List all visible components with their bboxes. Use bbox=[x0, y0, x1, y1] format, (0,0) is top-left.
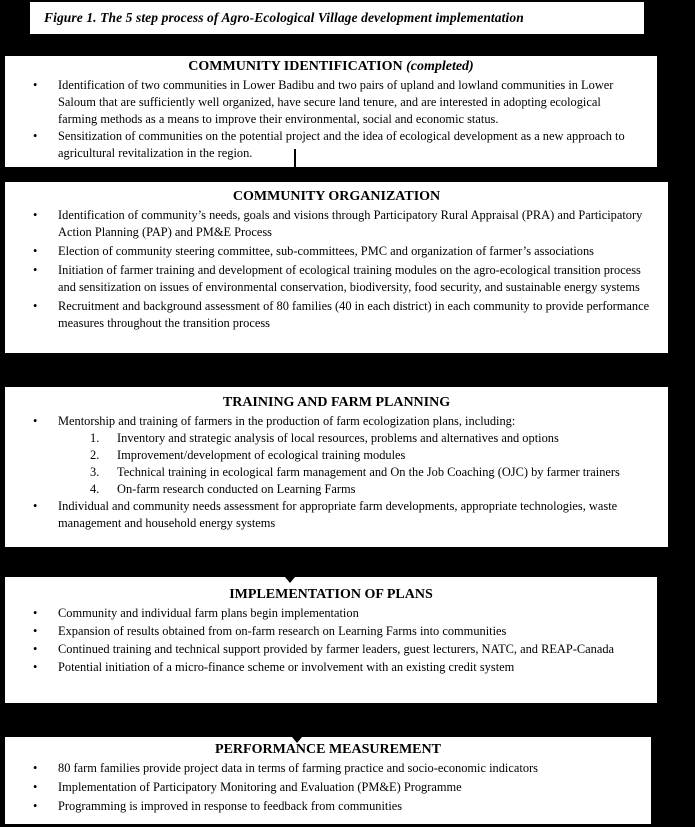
bullet-icon: • bbox=[33, 208, 38, 222]
bullet-icon: • bbox=[33, 414, 38, 428]
bullet-item bbox=[5, 760, 651, 777]
connector-arrow-icon bbox=[285, 577, 295, 583]
bullet-list bbox=[5, 605, 657, 676]
bullet-text: Mentorship and training of farmers in the production of farm ecologization plans, including: bbox=[58, 414, 516, 428]
bullet-item bbox=[5, 128, 657, 162]
bullet-list bbox=[5, 413, 668, 532]
step-heading-suffix: (completed) bbox=[406, 59, 474, 74]
numbered-text: Improvement/development of ecological training modules bbox=[117, 448, 406, 462]
step-heading bbox=[5, 741, 651, 759]
bullet-icon: • bbox=[33, 606, 38, 620]
bullet-text: Implementation of Participatory Monitoring and Evaluation (PM&E) Programme bbox=[58, 780, 462, 794]
bullet-item bbox=[5, 498, 668, 532]
bullet-text: Expansion of results obtained from on-farm research on Learning Farms into communities bbox=[58, 624, 507, 638]
bullet-icon: • bbox=[33, 78, 38, 92]
step-heading bbox=[5, 58, 657, 76]
bullet-text: Individual and community needs assessment for appropriate farm developments, appropriate technologies, waste management and household energy systems bbox=[58, 499, 618, 530]
step-box-community-organization bbox=[5, 182, 668, 353]
step-box-training-and-farm-planning bbox=[5, 387, 668, 547]
step-box-performance-measurement bbox=[5, 737, 651, 824]
bullet-text: Recruitment and background assessment of 80 families (40 in each district) in each community to provide performance measures throughout the transition process bbox=[58, 299, 650, 330]
bullet-text: Potential initiation of a micro-finance scheme or involvement with an existing credit system bbox=[58, 660, 515, 674]
bullet-icon: • bbox=[33, 761, 38, 775]
bullet-icon: • bbox=[33, 263, 38, 277]
bullet-text: Election of community steering committee, sub-committees, PMC and organization of farmer’s associations bbox=[58, 244, 595, 258]
step-heading bbox=[5, 188, 668, 206]
bullet-item bbox=[5, 262, 668, 296]
bullet-icon: • bbox=[33, 624, 38, 638]
bullet-item bbox=[5, 77, 657, 128]
bullet-item bbox=[5, 243, 668, 260]
connector-line bbox=[294, 149, 296, 167]
step-heading bbox=[5, 586, 657, 604]
step-heading-text: TRAINING AND FARM PLANNING bbox=[222, 395, 451, 410]
bullet-icon: • bbox=[33, 129, 38, 143]
step-box-community-identification bbox=[5, 56, 657, 167]
numbered-item bbox=[58, 430, 654, 447]
step-box-implementation-of-plans bbox=[5, 577, 657, 703]
numbered-text: Technical training in ecological farm management and On the Job Coaching (OJC) by farmer trainers bbox=[117, 465, 620, 479]
bullet-text: Initiation of farmer training and development of ecological training modules on the agro-ecological transition process and sensitization on issues of environmental conservation, biodiversity, food security, and sustainable energy systems bbox=[58, 263, 641, 294]
bullet-item bbox=[5, 605, 657, 622]
bullet-icon: • bbox=[33, 799, 38, 813]
bullet-icon: • bbox=[33, 780, 38, 794]
numbered-item bbox=[58, 481, 654, 498]
step-heading-text: COMMUNITY IDENTIFICATION bbox=[188, 59, 403, 74]
numbered-item bbox=[58, 464, 654, 481]
bullet-item bbox=[5, 207, 668, 241]
bullet-text: 80 farm families provide project data in terms of farming practice and socio-economic indicators bbox=[58, 761, 538, 775]
bullet-list bbox=[5, 207, 668, 332]
bullet-list bbox=[5, 760, 651, 815]
bullet-item bbox=[5, 659, 657, 676]
bullet-icon: • bbox=[33, 499, 38, 513]
bullet-text: Sensitization of communities on the potential project and the idea of ecological development as a new approach to agricultural revitalization in the region. bbox=[58, 129, 625, 160]
step-heading-text: IMPLEMENTATION OF PLANS bbox=[229, 587, 433, 602]
bullet-text: Identification of community’s needs, goals and visions through Participatory Rural Appraisal (PRA) and Participatory Action Planning (PAP) and PM&E Process bbox=[58, 208, 643, 239]
figure-title: Figure 1. The 5 step process of Agro-Ecological Village development implementation bbox=[44, 10, 524, 25]
numbered-list bbox=[58, 430, 654, 498]
bullet-icon: • bbox=[33, 244, 38, 258]
bullet-icon: • bbox=[33, 660, 38, 674]
bullet-item bbox=[5, 798, 651, 815]
numbered-text: On-farm research conducted on Learning Farms bbox=[117, 482, 356, 496]
bullet-text: Programming is improved in response to feedback from communities bbox=[58, 799, 403, 813]
bullet-item bbox=[5, 623, 657, 640]
figure-title-box bbox=[30, 2, 644, 34]
step-heading-text: COMMUNITY ORGANIZATION bbox=[232, 189, 441, 204]
connector-arrow-icon bbox=[292, 737, 302, 743]
bullet-icon: • bbox=[33, 642, 38, 656]
bullet-text: Community and individual farm plans begin implementation bbox=[58, 606, 359, 620]
step-heading-text: PERFORMANCE MEASUREMENT bbox=[215, 742, 441, 757]
bullet-item bbox=[5, 298, 668, 332]
bullet-item bbox=[5, 779, 651, 796]
numbered-item bbox=[58, 447, 654, 464]
bullet-text: Identification of two communities in Lower Badibu and two pairs of upland and lowland communities in Lower Saloum that are sufficiently well organized, have secure land tenure, and are interested in adopting ecological farming methods as a means to improve their environmental, social and economic status. bbox=[58, 78, 614, 126]
bullet-item bbox=[5, 413, 668, 498]
bullet-text: Continued training and technical support provided by farmer leaders, guest lecturers, NATC, and REAP-Canada bbox=[58, 642, 615, 656]
numbered-text: Inventory and strategic analysis of local resources, problems and alternatives and options bbox=[117, 431, 559, 445]
step-heading bbox=[5, 394, 668, 412]
bullet-item bbox=[5, 641, 657, 658]
bullet-list bbox=[5, 77, 657, 162]
bullet-icon: • bbox=[33, 299, 38, 313]
